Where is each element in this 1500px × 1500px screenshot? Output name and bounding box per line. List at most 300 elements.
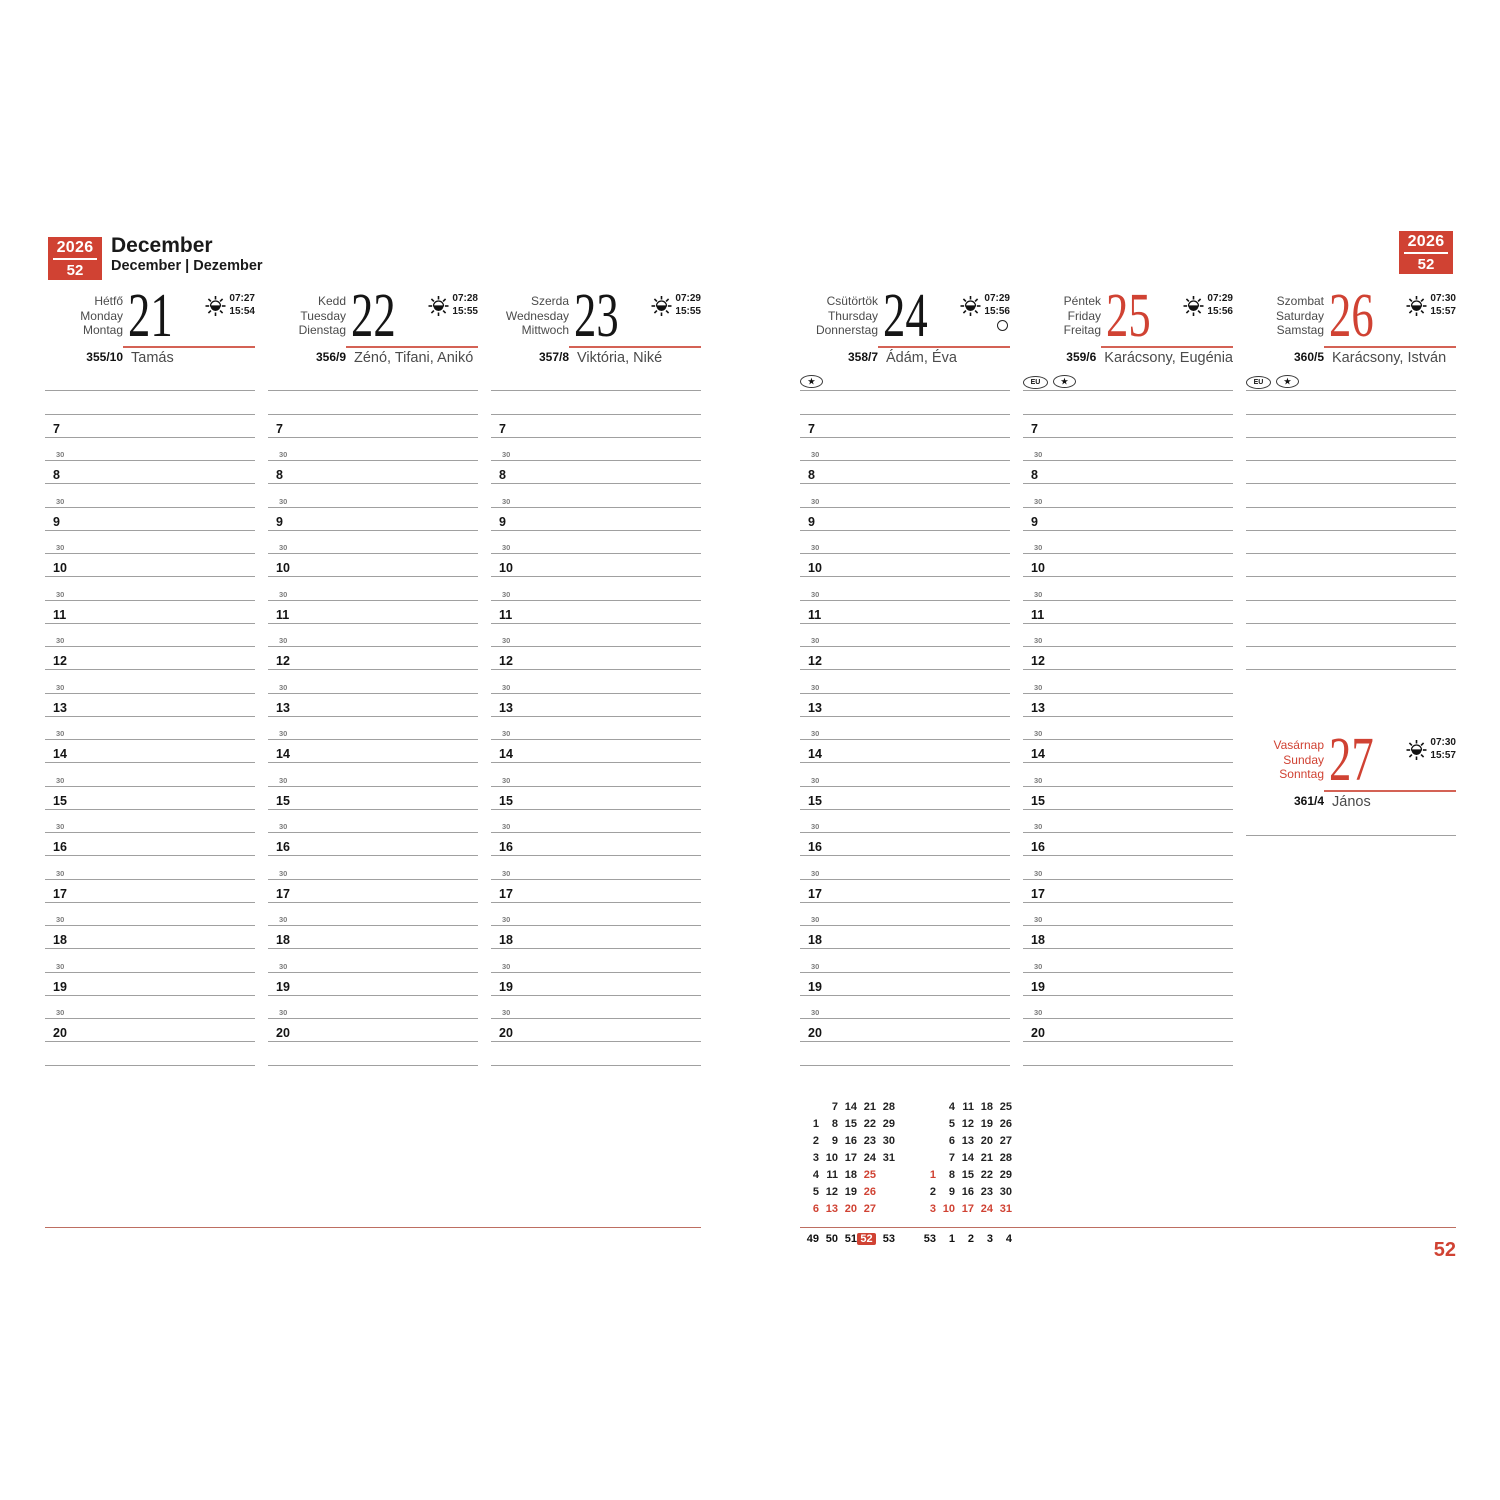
hour-label: 10 [1031, 561, 1045, 576]
mini-calendar-day: 16 [844, 1135, 857, 1147]
namedays: Karácsony, István [1332, 350, 1447, 366]
half-hour-slot [1023, 717, 1233, 740]
half-hour-label: 30 [811, 589, 820, 599]
day-header [491, 282, 701, 350]
hour-label: 12 [276, 654, 290, 669]
hour-slot [1023, 926, 1233, 949]
day-name-de: Freitag [1063, 323, 1101, 337]
mini-calendar-day: 3 [929, 1203, 936, 1215]
hour-label: 20 [499, 1026, 513, 1041]
day-names [800, 288, 878, 346]
mini-calendar-day: 23 [980, 1186, 993, 1198]
half-hour-slot [45, 903, 255, 926]
mini-calendar-day: 24 [980, 1203, 993, 1215]
mini-calendar-day: 2 [812, 1135, 819, 1147]
sunrise-time: 07:30 [1430, 737, 1456, 749]
mini-calendar-row [917, 1203, 1012, 1220]
half-hour-label: 30 [56, 729, 65, 738]
time-grid [800, 368, 1010, 1066]
half-hour-label: 30 [811, 682, 820, 692]
day-names [491, 288, 569, 346]
hour-slot [800, 415, 1010, 438]
day-of-year: 359/6 [1066, 350, 1097, 364]
hour-label: 14 [53, 747, 67, 762]
half-hour-slot [491, 810, 701, 833]
hour-slot [268, 1019, 478, 1042]
hour-slot [1023, 787, 1233, 810]
day-number: 23 [574, 282, 619, 350]
day-name-hu: Szombat [1276, 294, 1324, 308]
hour-slot [491, 833, 701, 856]
hour-label: 9 [276, 514, 283, 529]
half-hour-label: 30 [279, 589, 288, 599]
day-header [1246, 726, 1456, 795]
hour-label: 17 [53, 886, 67, 901]
blank-slot [1246, 391, 1456, 414]
mini-calendar-row [800, 1101, 895, 1118]
mini-month-1 [917, 1101, 1012, 1220]
hour-label: 14 [499, 747, 513, 762]
mini-calendar-day: 13 [825, 1203, 838, 1215]
day-names [1246, 732, 1324, 790]
blank-slot [268, 368, 478, 391]
half-hour-slot [45, 810, 255, 833]
blank-slot [1246, 461, 1456, 484]
half-hour-label: 30 [56, 961, 65, 971]
half-hour-slot [268, 903, 478, 926]
mini-month-0 [800, 1101, 895, 1220]
hour-slot [800, 926, 1010, 949]
half-hour-slot [45, 624, 255, 647]
mini-calendar-day: 27 [999, 1135, 1012, 1147]
half-hour-label: 30 [1034, 961, 1043, 971]
blank-slot [800, 1042, 1010, 1065]
half-hour-label: 30 [279, 822, 288, 831]
half-hour-slot [45, 949, 255, 972]
hour-label: 8 [53, 468, 60, 483]
day-of-year: 356/9 [315, 350, 346, 364]
half-hour-slot [491, 484, 701, 507]
hour-slot [1023, 973, 1233, 996]
mini-calendar-day: 28 [882, 1101, 895, 1113]
mini-calendar-row [800, 1118, 895, 1135]
half-hour-slot [268, 438, 478, 461]
half-hour-label: 30 [1034, 775, 1043, 785]
hour-label: 16 [1031, 840, 1045, 855]
hour-label: 20 [53, 1026, 67, 1041]
blank-slot [1246, 415, 1456, 438]
half-hour-label: 30 [502, 729, 511, 738]
day-name-en: Wednesday [505, 308, 569, 323]
blank-slot [1023, 391, 1233, 414]
half-hour-slot [1023, 531, 1233, 554]
footer-rule [800, 1227, 1456, 1228]
day-column-saturday [1246, 282, 1456, 1066]
mini-calendar-day: 21 [863, 1101, 876, 1113]
hour-label: 18 [499, 933, 513, 948]
mini-calendar-day [917, 1135, 936, 1152]
hour-label: 11 [808, 607, 822, 622]
page-number: 52 [1433, 1239, 1456, 1261]
hour-slot [45, 601, 255, 624]
hour-slot [45, 415, 255, 438]
half-hour-slot [491, 531, 701, 554]
namedays: Viktória, Niké [577, 350, 663, 366]
half-hour-label: 30 [279, 775, 288, 785]
hour-label: 10 [499, 561, 513, 576]
half-hour-label: 30 [502, 496, 511, 506]
half-hour-label: 30 [279, 543, 288, 552]
mini-calendar-day: 15 [844, 1118, 857, 1130]
half-hour-label: 30 [811, 775, 820, 785]
mini-calendar-week-numbers [800, 1233, 1012, 1245]
mini-calendar-day [876, 1203, 895, 1220]
mini-calendar-row [800, 1135, 895, 1152]
half-hour-label: 30 [502, 775, 511, 785]
mini-calendar-day: 26 [863, 1186, 876, 1198]
day-subrow [1246, 792, 1456, 812]
hour-slot [268, 415, 478, 438]
month-subtitle: December | Dezember [111, 258, 263, 274]
half-hour-slot [491, 717, 701, 740]
blank-slot [45, 391, 255, 414]
hour-label: 20 [808, 1026, 822, 1041]
hour-label: 9 [1031, 514, 1038, 529]
hour-label: 16 [808, 840, 822, 855]
half-hour-label: 30 [56, 543, 65, 552]
hour-slot [800, 647, 1010, 670]
hour-label: 8 [276, 468, 283, 483]
hour-label: 15 [276, 793, 290, 808]
mini-calendar-day: 20 [844, 1203, 857, 1215]
hour-label: 9 [808, 514, 815, 529]
half-hour-label: 30 [279, 636, 288, 645]
mini-calendar-day: 2 [929, 1186, 936, 1198]
hour-label: 7 [276, 421, 283, 436]
half-hour-slot [1023, 484, 1233, 507]
mini-calendar-week: 3 [986, 1233, 993, 1245]
half-hour-label: 30 [56, 682, 65, 692]
time-grid [1023, 368, 1233, 1066]
time-grid [491, 368, 701, 1066]
half-hour-label: 30 [502, 822, 511, 831]
mini-calendar-months [800, 1101, 1012, 1220]
mini-calendar-week: 1 [948, 1233, 955, 1245]
mini-calendar-week: 53 [882, 1233, 895, 1245]
day-column-tuesday [268, 282, 478, 1066]
hour-label: 7 [499, 421, 506, 436]
hour-slot [1023, 694, 1233, 717]
mini-calendar-day: 25 [999, 1101, 1012, 1113]
mini-calendar-day: 1 [929, 1169, 936, 1181]
mini-calendar-day: 24 [863, 1152, 876, 1164]
hour-slot [800, 880, 1010, 903]
mini-calendar-day: 8 [948, 1169, 955, 1181]
hour-slot [800, 694, 1010, 717]
mini-calendar-day: 14 [844, 1101, 857, 1113]
hour-label: 15 [53, 793, 67, 808]
mini-calendar-day [917, 1118, 936, 1135]
half-hour-slot [1023, 949, 1233, 972]
half-hour-label: 30 [811, 915, 820, 924]
sunset-time: 15:56 [984, 305, 1010, 317]
day-number: 22 [351, 282, 396, 350]
hour-slot [45, 694, 255, 717]
half-hour-label: 30 [1034, 915, 1043, 924]
half-hour-label: 30 [1034, 868, 1043, 878]
mini-calendar-day: 29 [882, 1118, 895, 1130]
half-hour-label: 30 [1034, 636, 1043, 645]
hour-slot [268, 554, 478, 577]
half-hour-label: 30 [811, 450, 820, 459]
sunset-time: 15:54 [229, 305, 255, 317]
sun-times [984, 293, 1010, 346]
hour-slot [491, 694, 701, 717]
mini-calendar-row [800, 1152, 895, 1169]
hour-label: 12 [499, 654, 513, 669]
mini-calendar-day: 1 [812, 1118, 819, 1130]
hour-slot [1023, 647, 1233, 670]
hour-label: 8 [1031, 468, 1038, 483]
sun-times [1430, 293, 1456, 346]
day-name-hu: Vasárnap [1273, 738, 1324, 753]
mini-calendar-day: 4 [948, 1101, 955, 1113]
mini-calendar-day: 28 [999, 1152, 1012, 1164]
day-header [268, 282, 478, 350]
half-hour-label: 30 [502, 636, 511, 645]
hour-slot [491, 740, 701, 763]
hour-slot [1023, 880, 1233, 903]
right-day-columns [800, 282, 1456, 1066]
day-name-de: Mittwoch [521, 323, 569, 337]
blank-slot [1246, 624, 1456, 647]
half-hour-slot [45, 717, 255, 740]
mini-calendar-day: 15 [961, 1169, 974, 1181]
half-hour-label: 30 [502, 961, 511, 971]
hour-label: 17 [499, 886, 513, 901]
half-hour-slot [1023, 624, 1233, 647]
half-hour-slot [800, 949, 1010, 972]
half-hour-label: 30 [56, 636, 65, 645]
half-hour-slot [1023, 810, 1233, 833]
sunset-time: 15:55 [452, 305, 478, 317]
hour-slot [491, 415, 701, 438]
half-hour-slot [491, 577, 701, 600]
year-week-box [1399, 231, 1453, 274]
mini-calendar-row [917, 1135, 1012, 1152]
mini-calendar-day [876, 1169, 895, 1186]
mini-calendar-day: 11 [826, 1169, 838, 1181]
half-hour-slot [45, 856, 255, 879]
hour-label: 11 [53, 607, 67, 622]
blank-slot [491, 1042, 701, 1065]
mini-calendar-day: 17 [961, 1203, 974, 1215]
hour-label: 10 [53, 561, 67, 576]
blank-slot [1246, 601, 1456, 624]
hour-slot [800, 601, 1010, 624]
hour-label: 15 [1031, 793, 1045, 808]
hour-slot [491, 1019, 701, 1042]
half-hour-slot [491, 763, 701, 786]
half-hour-label: 30 [56, 868, 65, 878]
day-name-hu: Péntek [1063, 294, 1101, 308]
half-hour-label: 30 [279, 496, 288, 506]
half-hour-slot [45, 763, 255, 786]
hour-label: 13 [1031, 700, 1045, 715]
hour-label: 11 [499, 607, 513, 622]
half-hour-slot [800, 484, 1010, 507]
hour-label: 7 [53, 421, 60, 436]
hour-label: 20 [276, 1026, 290, 1041]
sun-times [229, 293, 255, 346]
hour-label: 18 [276, 933, 290, 948]
half-hour-slot [45, 577, 255, 600]
blank-slot [45, 1042, 255, 1065]
half-hour-label: 30 [502, 682, 511, 692]
sun-block [1406, 288, 1456, 346]
sun-times [675, 293, 701, 346]
half-hour-label: 30 [1034, 589, 1043, 599]
hour-slot [268, 787, 478, 810]
mini-calendar-row [917, 1118, 1012, 1135]
hour-slot [268, 694, 478, 717]
time-grid [268, 368, 478, 1066]
mini-calendar-day: 9 [831, 1135, 838, 1147]
hour-label: 7 [1031, 421, 1038, 436]
mini-calendar-day: 5 [948, 1118, 955, 1130]
hour-label: 18 [1031, 933, 1045, 948]
day-name-hu: Szerda [530, 294, 569, 308]
mini-calendar-day: 4 [812, 1169, 819, 1181]
sunrise-time: 07:27 [229, 293, 255, 304]
day-column-thursday [800, 282, 1010, 1066]
mini-calendar-day: 12 [825, 1186, 838, 1198]
hour-slot [491, 461, 701, 484]
hour-label: 18 [808, 933, 822, 948]
half-hour-slot [800, 810, 1010, 833]
blank-slot [491, 368, 701, 391]
day-subrow [1023, 348, 1233, 368]
half-hour-slot [1023, 577, 1233, 600]
mini-calendar-row [800, 1203, 895, 1220]
sun-block [1406, 732, 1456, 790]
week-number-label: 52 [1417, 256, 1435, 273]
half-hour-slot [491, 856, 701, 879]
half-hour-label: 30 [279, 868, 288, 878]
day-of-year: 360/5 [1293, 350, 1324, 364]
blank-slot [1246, 647, 1456, 670]
day-number: 25 [1106, 282, 1151, 350]
hour-label: 15 [808, 793, 822, 808]
year-week-box [48, 237, 102, 280]
mini-calendar-week: 49 [806, 1233, 819, 1245]
day-of-year: 357/8 [538, 350, 569, 364]
sunrise-sunset-icon [428, 293, 449, 320]
notes-grid [1246, 368, 1456, 670]
blank-slot [1246, 577, 1456, 600]
day-name-de: Donnerstag [815, 323, 878, 337]
half-hour-slot [268, 717, 478, 740]
mini-calendar-day: 5 [812, 1186, 819, 1198]
half-hour-slot [268, 856, 478, 879]
hour-label: 12 [53, 654, 67, 669]
mini-calendar-day: 25 [863, 1169, 876, 1181]
week-number-label: 52 [66, 262, 84, 279]
day-subrow [1246, 348, 1456, 368]
hour-slot [45, 787, 255, 810]
mini-calendar-day: 12 [961, 1118, 974, 1130]
star-badge: ★ [1053, 375, 1076, 388]
day-name-en: Saturday [1275, 308, 1324, 323]
half-hour-label: 30 [56, 496, 65, 506]
half-hour-slot [1023, 670, 1233, 693]
sun-block [1183, 288, 1233, 346]
hour-slot [45, 647, 255, 670]
half-hour-label: 30 [811, 543, 820, 552]
hour-slot [491, 554, 701, 577]
mini-calendar [800, 1101, 1012, 1220]
current-week-number: 52 [857, 1233, 876, 1245]
blank-slot [1246, 812, 1456, 835]
half-hour-label: 30 [56, 775, 65, 785]
day-of-year: 361/4 [1293, 794, 1324, 809]
half-hour-label: 30 [811, 868, 820, 878]
mini-calendar-day: 19 [844, 1186, 857, 1198]
half-hour-slot [268, 810, 478, 833]
half-hour-slot [800, 438, 1010, 461]
half-hour-slot [268, 484, 478, 507]
hour-label: 9 [53, 514, 60, 529]
hour-slot [268, 740, 478, 763]
hour-label: 16 [53, 840, 67, 855]
half-hour-slot [800, 996, 1010, 1019]
sunrise-sunset-icon [960, 293, 981, 320]
hour-label: 17 [1031, 886, 1045, 901]
day-subrow [491, 348, 701, 368]
sunset-time: 15:57 [1430, 305, 1456, 317]
sunrise-sunset-icon [205, 293, 226, 320]
mini-calendar-day: 23 [863, 1135, 876, 1147]
day-subrow [268, 348, 478, 368]
hour-slot [1023, 1019, 1233, 1042]
mini-calendar-day: 26 [999, 1118, 1012, 1130]
mini-calendar-row [917, 1152, 1012, 1169]
mini-week-group-0 [800, 1233, 895, 1245]
day-header [800, 282, 1010, 350]
hour-label: 12 [1031, 654, 1045, 669]
sun-block [960, 288, 1010, 346]
half-hour-slot [268, 624, 478, 647]
hour-slot [800, 973, 1010, 996]
half-hour-slot [268, 996, 478, 1019]
half-hour-label: 30 [56, 589, 65, 599]
half-hour-label: 30 [279, 729, 288, 738]
blank-slot [1246, 554, 1456, 577]
hour-slot [1023, 601, 1233, 624]
hour-slot [800, 461, 1010, 484]
sun-times [1430, 737, 1456, 790]
half-hour-label: 30 [502, 1008, 511, 1017]
mini-calendar-day: 27 [863, 1203, 876, 1215]
mini-calendar-day [876, 1186, 895, 1203]
blank-slot [800, 391, 1010, 414]
half-hour-label: 30 [56, 822, 65, 831]
half-hour-slot [491, 624, 701, 647]
half-hour-label: 30 [56, 450, 65, 459]
hour-label: 19 [53, 979, 67, 994]
day-name-en: Sunday [1283, 752, 1324, 767]
mini-calendar-day: 14 [961, 1152, 974, 1164]
